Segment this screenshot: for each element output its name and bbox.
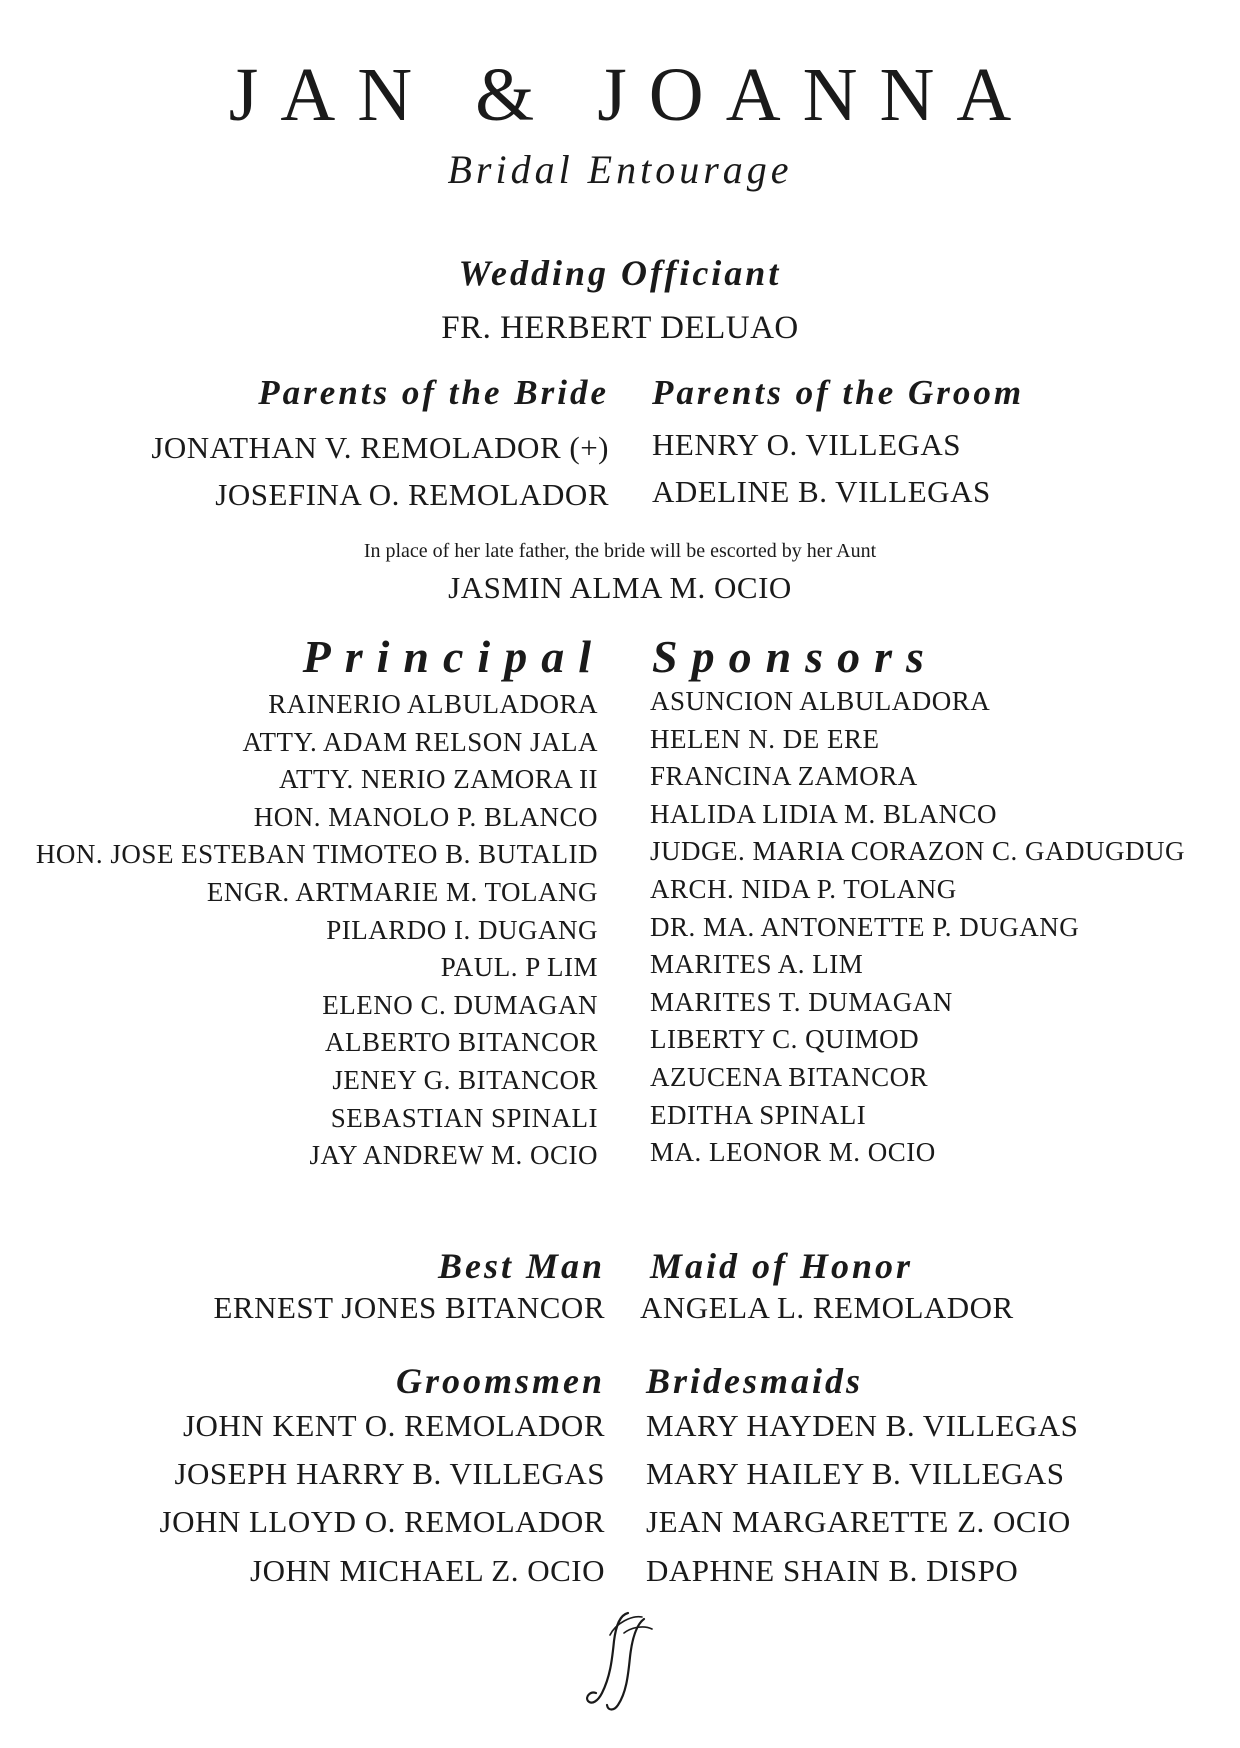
best-man-heading: Best Man: [437, 1246, 605, 1286]
sponsor-left-name: ENGR. ARTMARIE M. TOLANG: [206, 877, 598, 907]
sponsor-right-name: MARITES T. DUMAGAN: [650, 986, 953, 1017]
sponsors-heading-left: Principal: [302, 631, 605, 682]
sponsor-right-name: DR. MA. ANTONETTE P. DUGANG: [650, 911, 1080, 942]
sponsor-left-name: ATTY. NERIO ZAMORA II: [279, 764, 598, 795]
sponsors-heading-right: Sponsors: [652, 631, 938, 682]
sponsor-left-name: JENEY G. BITANCOR: [332, 1065, 598, 1095]
sponsor-right-name: ASUNCION ALBULADORA: [650, 686, 991, 716]
best-man-name: ERNEST JONES BITANCOR: [213, 1290, 605, 1325]
sponsor-left-name: HON. MANOLO P. BLANCO: [253, 801, 598, 832]
escort-name: JASMIN ALMA M. OCIO: [448, 570, 792, 605]
parent-bride-name: JOSEFINA O. REMOLADOR: [215, 477, 609, 512]
sponsor-left-name: HON. JOSE ESTEBAN TIMOTEO B. BUTALID: [35, 839, 598, 870]
parent-groom-name: HENRY O. VILLEGAS: [652, 427, 962, 462]
sponsor-left-name: JAY ANDREW M. OCIO: [309, 1140, 598, 1171]
page-subtitle: Bridal Entourage: [447, 147, 793, 192]
sponsor-left-name: SEBASTIAN SPINALI: [330, 1102, 598, 1133]
sponsor-right-name: JUDGE. MARIA CORAZON C. GADUGDUG: [650, 836, 1186, 867]
bridesmaid-name: MARY HAYDEN B. VILLEGAS: [646, 1408, 1079, 1443]
groomsmen-heading: Groomsmen: [395, 1361, 605, 1401]
maid-heading: Maid of Honor: [650, 1246, 914, 1286]
sponsor-right-name: EDITHA SPINALI: [650, 1099, 867, 1130]
sponsor-right-name: MARITES A. LIM: [650, 949, 864, 980]
sponsor-left-name: ELENO C. DUMAGAN: [322, 989, 598, 1020]
groomsman-name: JOSEPH HARRY B. VILLEGAS: [174, 1456, 605, 1491]
sponsor-left-name: PAUL. P LIM: [440, 952, 598, 983]
groomsman-name: JOHN LLOYD O. REMOLADOR: [159, 1504, 605, 1539]
sponsor-right-name: HALIDA LIDIA M. BLANCO: [650, 798, 997, 829]
groomsman-name: JOHN MICHAEL Z. OCIO: [250, 1553, 605, 1588]
page-title: JAN & JOANNA: [228, 53, 1034, 137]
sponsor-left-name: ALBERTO BITANCOR: [325, 1027, 598, 1058]
officiant-name: FR. HERBERT DELUAO: [441, 310, 799, 346]
escort-note: In place of her late father, the bride will be escorted by her Aunt: [363, 540, 877, 562]
sponsor-right-name: FRANCINA ZAMORA: [650, 761, 918, 792]
sponsor-right-name: LIBERTY C. QUIMOD: [650, 1024, 920, 1055]
sponsor-right-name: MA. LEONOR M. OCIO: [650, 1137, 936, 1168]
maid-name: ANGELA L. REMOLADOR: [640, 1290, 1014, 1325]
sponsor-left-name: RAINERIO ALBULADORA: [268, 689, 598, 719]
bridesmaid-name: DAPHNE SHAIN B. DISPO: [646, 1553, 1019, 1588]
sponsor-right-name: AZUCENA BITANCOR: [650, 1062, 929, 1092]
parents-groom-heading: Parents of the Groom: [652, 373, 1025, 412]
sponsor-right-name: ARCH. NIDA P. TOLANG: [650, 874, 957, 904]
parent-groom-name: ADELINE B. VILLEGAS: [652, 474, 991, 509]
parents-bride-heading: Parents of the Bride: [258, 373, 609, 412]
bridesmaid-name: JEAN MARGARETTE Z. OCIO: [646, 1504, 1071, 1539]
officiant-heading: Wedding Officiant: [458, 253, 782, 293]
groomsman-name: JOHN KENT O. REMOLADOR: [182, 1408, 605, 1443]
sponsor-right-name: HELEN N. DE ERE: [650, 723, 880, 754]
sponsor-left-name: PILARDO I. DUGANG: [326, 914, 598, 945]
sponsor-left-name: ATTY. ADAM RELSON JALA: [242, 726, 598, 757]
monogram-logo: [580, 1605, 660, 1715]
bridesmaid-name: MARY HAILEY B. VILLEGAS: [646, 1456, 1065, 1491]
bridesmaids-heading: Bridesmaids: [646, 1361, 864, 1401]
parent-bride-name: JONATHAN V. REMOLADOR (+): [151, 430, 609, 465]
